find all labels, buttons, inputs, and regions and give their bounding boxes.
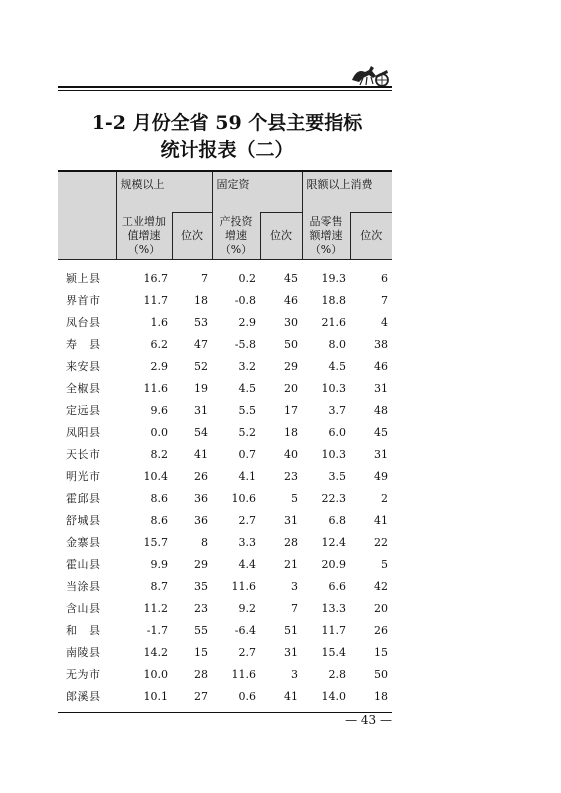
retail-growth: 12.4 (321, 535, 346, 549)
investment-rank: 18 (284, 425, 298, 439)
county-name: 明光市 (66, 469, 101, 483)
retail-growth: 3.5 (328, 469, 346, 483)
investment-growth: 0.7 (238, 447, 256, 461)
county-name: 天长市 (66, 447, 101, 461)
county-name: 金寨县 (66, 535, 101, 549)
industry-rank: 27 (172, 686, 212, 713)
table-row (58, 290, 392, 312)
retail-rank: 18 (350, 686, 392, 713)
industry-growth: 11.2 (143, 601, 168, 615)
industry-growth: 14.2 (143, 645, 168, 659)
retail-growth: 6.8 (328, 513, 346, 527)
county-name: 霍邱县 (66, 491, 101, 505)
table-row (58, 312, 392, 334)
industry-rank: 26 (194, 469, 208, 483)
industry-group-header: 规模以上 (116, 171, 212, 213)
investment-rank: 31 (284, 645, 298, 659)
investment-growth: -6.4 (234, 623, 256, 637)
industry-growth: 8.6 (150, 513, 168, 527)
retail-growth: 10.3 (321, 381, 346, 395)
industry-growth: 10.4 (143, 469, 168, 483)
industry-rank: 19 (194, 381, 208, 395)
industry-rank: 8 (201, 535, 208, 549)
county-name: 寿 县 (66, 337, 101, 351)
table-row (58, 356, 392, 378)
table-row (58, 686, 392, 713)
investment-growth: 4.4 (238, 557, 256, 571)
retail-rank: 15 (374, 645, 388, 659)
industry-growth: 9.9 (150, 557, 168, 571)
county-name: 郎溪县 (58, 686, 116, 713)
header-rule-thin (58, 90, 392, 91)
industry-rank: 29 (194, 557, 208, 571)
industry-growth: 10.1 (116, 686, 172, 713)
retail-growth: 13.3 (321, 601, 346, 615)
industry-rank: 41 (194, 447, 208, 461)
retail-rank: 20 (374, 601, 388, 615)
investment-growth: 0.2 (238, 271, 256, 285)
investment-rank: 17 (284, 403, 298, 417)
table-row (58, 554, 392, 576)
investment-rank: 20 (284, 381, 298, 395)
industry-rank: 31 (194, 403, 208, 417)
county-name: 含山县 (66, 601, 101, 615)
county-indicator-table (58, 170, 392, 713)
industry-rank: 28 (194, 667, 208, 681)
page-number: — 43 — (345, 713, 392, 727)
industry-rank: 15 (194, 645, 208, 659)
retail-growth: 19.3 (321, 271, 346, 285)
industry-growth: 8.6 (150, 491, 168, 505)
investment-growth: 5.2 (238, 425, 256, 439)
investment-rank: 41 (260, 686, 302, 713)
investment-rank: 46 (284, 293, 298, 307)
industry-rank: 47 (194, 337, 208, 351)
investment-group-header: 固定资 (212, 171, 302, 213)
table-row (58, 444, 392, 466)
county-name: 界首市 (66, 293, 101, 307)
table-row (58, 620, 392, 642)
investment-growth: 11.6 (231, 667, 256, 681)
retail-growth: 4.5 (328, 359, 346, 373)
investment-rank: 5 (291, 491, 298, 505)
table-row (58, 334, 392, 356)
industry-rank: 55 (194, 623, 208, 637)
retail-rank: 31 (374, 447, 388, 461)
investment-growth: 9.2 (238, 601, 256, 615)
investment-growth: -0.8 (234, 293, 256, 307)
table-body (58, 259, 392, 712)
retail-rank-header: 位次 (350, 213, 392, 260)
retail-growth-header: 品零售额增速（%） (302, 213, 350, 260)
industry-rank: 35 (194, 579, 208, 593)
retail-growth: 15.4 (321, 645, 346, 659)
retail-rank: 7 (381, 293, 388, 307)
table-row (58, 642, 392, 664)
retail-growth: 20.9 (321, 557, 346, 571)
industry-rank: 52 (194, 359, 208, 373)
industry-growth: 10.0 (143, 667, 168, 681)
retail-rank: 22 (374, 535, 388, 549)
industry-rank: 23 (194, 601, 208, 615)
county-name: 颍上县 (66, 271, 101, 285)
investment-rank-header: 位次 (260, 213, 302, 260)
retail-growth: 6.6 (328, 579, 346, 593)
investment-rank: 30 (284, 315, 298, 329)
investment-rank: 51 (284, 623, 298, 637)
table-row (58, 598, 392, 620)
header-rule (58, 86, 392, 88)
retail-rank: 4 (381, 315, 388, 329)
industry-growth: 0.0 (150, 425, 168, 439)
retail-growth: 8.0 (328, 337, 346, 351)
county-name: 当涂县 (66, 579, 101, 593)
industry-growth: 8.7 (150, 579, 168, 593)
retail-growth: 18.8 (321, 293, 346, 307)
investment-rank: 28 (284, 535, 298, 549)
county-name: 来安县 (66, 359, 101, 373)
retail-rank: 5 (381, 557, 388, 571)
industry-rank: 54 (194, 425, 208, 439)
county-header (58, 171, 116, 259)
retail-group-header: 限额以上消费 (302, 171, 392, 213)
title-line-2: 统计报表（二） (160, 139, 294, 161)
retail-rank: 2 (381, 491, 388, 505)
county-name: 凤阳县 (66, 425, 101, 439)
investment-rank: 50 (284, 337, 298, 351)
industry-growth: 11.7 (143, 293, 168, 307)
industry-growth: 6.2 (150, 337, 168, 351)
investment-rank: 45 (284, 271, 298, 285)
county-name: 定远县 (66, 403, 101, 417)
table-row (58, 400, 392, 422)
retail-growth: 22.3 (321, 491, 346, 505)
industry-growth: 8.2 (150, 447, 168, 461)
table-row (58, 488, 392, 510)
county-name: 舒城县 (66, 513, 101, 527)
investment-rank: 3 (291, 667, 298, 681)
investment-growth: 2.9 (238, 315, 256, 329)
investment-growth: 4.1 (238, 469, 256, 483)
county-name: 霍山县 (66, 557, 101, 571)
retail-rank: 50 (374, 667, 388, 681)
investment-rank: 40 (284, 447, 298, 461)
retail-growth: 2.8 (328, 667, 346, 681)
county-name: 无为市 (66, 667, 101, 681)
industry-rank-header: 位次 (172, 213, 212, 260)
investment-growth: -5.8 (234, 337, 256, 351)
retail-rank: 31 (374, 381, 388, 395)
investment-growth: 2.7 (238, 645, 256, 659)
industry-rank: 36 (194, 513, 208, 527)
investment-rank: 31 (284, 513, 298, 527)
investment-rank: 3 (291, 579, 298, 593)
table-row (58, 532, 392, 554)
horse-cart-logo (349, 58, 391, 88)
page-title (60, 110, 394, 164)
retail-growth: 10.3 (321, 447, 346, 461)
retail-growth: 3.7 (328, 403, 346, 417)
investment-growth: 11.6 (231, 579, 256, 593)
retail-rank: 42 (374, 579, 388, 593)
retail-rank: 48 (374, 403, 388, 417)
industry-rank: 36 (194, 491, 208, 505)
investment-growth: 3.3 (238, 535, 256, 549)
retail-rank: 38 (374, 337, 388, 351)
retail-rank: 26 (374, 623, 388, 637)
industry-growth: 16.7 (143, 271, 168, 285)
table-row (58, 422, 392, 444)
title-line-1: 1-2 月份全省 59 个县主要指标 (91, 112, 363, 134)
county-name: 全椒县 (66, 381, 101, 395)
industry-rank: 7 (201, 271, 208, 285)
retail-growth: 11.7 (321, 623, 346, 637)
county-name: 凤台县 (66, 315, 101, 329)
industry-growth: 1.6 (150, 315, 168, 329)
retail-rank: 41 (374, 513, 388, 527)
investment-rank: 7 (291, 601, 298, 615)
industry-growth: -1.7 (146, 623, 168, 637)
county-name: 南陵县 (66, 645, 101, 659)
table-row (58, 466, 392, 488)
industry-growth: 9.6 (150, 403, 168, 417)
investment-growth: 10.6 (231, 491, 256, 505)
industry-growth-header: 工业增加值增速（%） (116, 213, 172, 260)
investment-growth: 4.5 (238, 381, 256, 395)
table-row (58, 664, 392, 686)
table-row (58, 259, 392, 290)
table-row (58, 576, 392, 598)
industry-growth: 15.7 (143, 535, 168, 549)
investment-rank: 21 (284, 557, 298, 571)
table-row (58, 378, 392, 400)
retail-rank: 45 (374, 425, 388, 439)
industry-rank: 18 (194, 293, 208, 307)
investment-rank: 23 (284, 469, 298, 483)
retail-rank: 6 (381, 271, 388, 285)
investment-rank: 29 (284, 359, 298, 373)
investment-growth: 5.5 (238, 403, 256, 417)
retail-rank: 49 (374, 469, 388, 483)
investment-growth: 3.2 (238, 359, 256, 373)
investment-growth-header: 产投资增速（%） (212, 213, 260, 260)
retail-rank: 46 (374, 359, 388, 373)
table-row (58, 510, 392, 532)
county-name: 和 县 (66, 623, 101, 637)
industry-rank: 53 (194, 315, 208, 329)
investment-growth: 0.6 (212, 686, 260, 713)
retail-growth: 6.0 (328, 425, 346, 439)
investment-growth: 2.7 (238, 513, 256, 527)
industry-growth: 2.9 (150, 359, 168, 373)
retail-growth: 14.0 (302, 686, 350, 713)
retail-growth: 21.6 (321, 315, 346, 329)
industry-growth: 11.6 (143, 381, 168, 395)
